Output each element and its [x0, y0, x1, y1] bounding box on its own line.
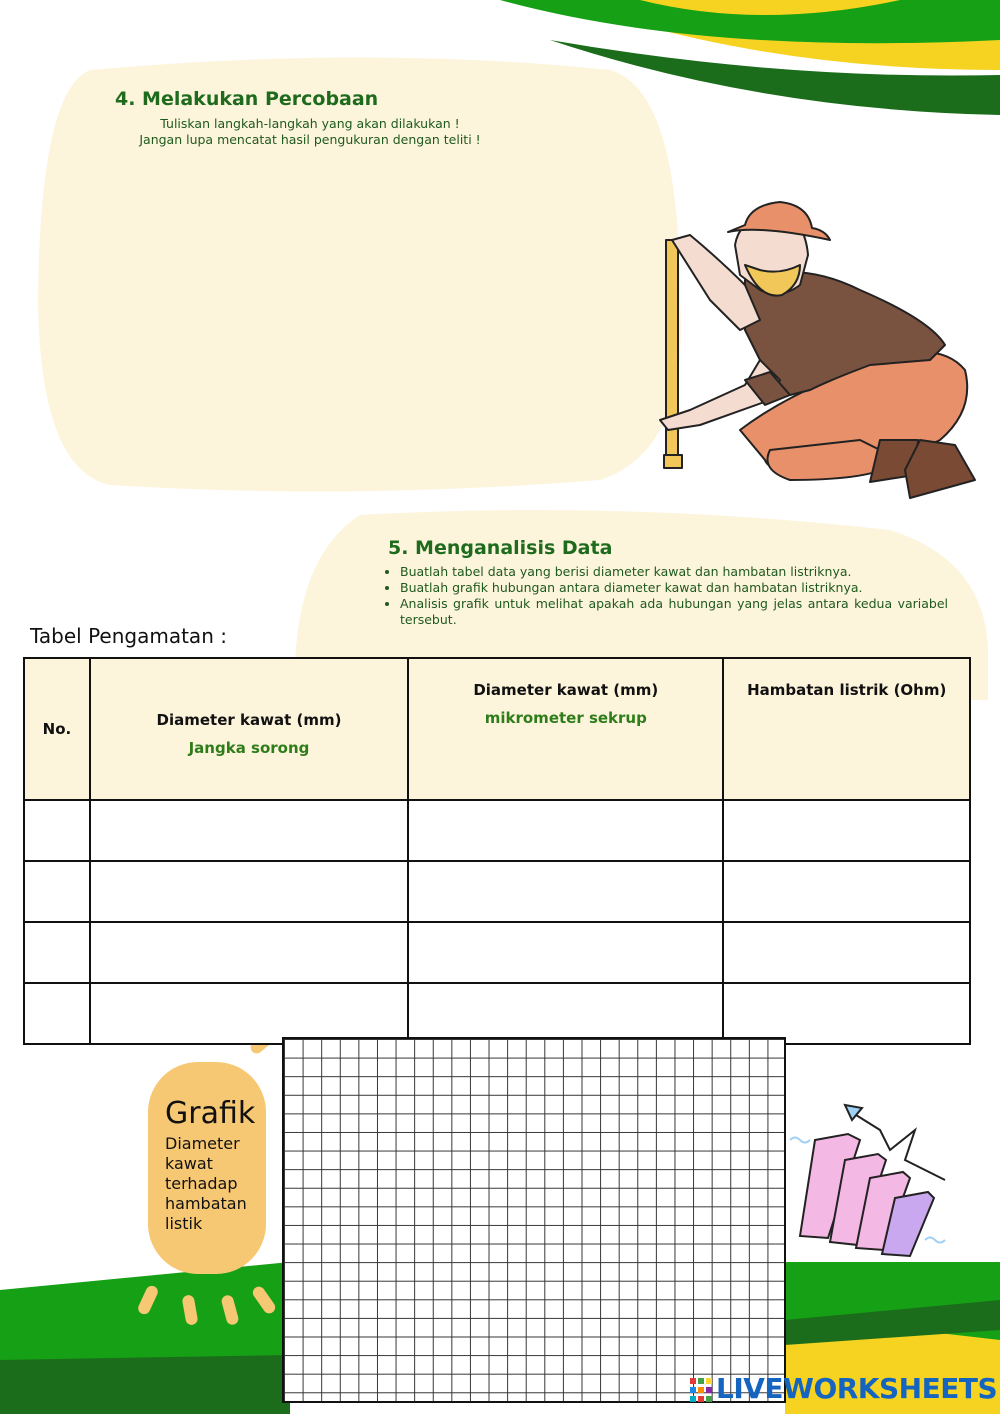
cell-diameter-jangka[interactable] [90, 800, 408, 861]
cell-diameter-mikrometer[interactable] [408, 861, 723, 922]
table-row [24, 861, 970, 922]
liveworksheets-logo [690, 1372, 997, 1405]
cell-no[interactable] [24, 983, 90, 1044]
header-sub-jangka-sorong: Jangka sorong [188, 739, 310, 757]
observation-table [23, 657, 971, 1045]
liveworksheets-mark-icon [690, 1378, 712, 1402]
cell-hambatan[interactable] [723, 922, 970, 983]
section-5-bullets [380, 564, 948, 628]
cell-diameter-mikrometer[interactable] [408, 983, 723, 1044]
bullet-item: • Buatlah grafik hubungan antara diameter kawat dan hambatan listriknya. [400, 580, 948, 596]
table-row [24, 983, 970, 1044]
header-diameter-mikrometer: Diameter kawat (mm) mikrometer sekrup [408, 658, 723, 800]
section-4-title: 4. Melakukan Percobaan [115, 88, 379, 110]
table-header-row [24, 658, 970, 800]
instruction-line-1: Tuliskan langkah-langkah yang akan dilakukan ! [160, 116, 460, 131]
header-diameter-jangka-sorong: Diameter kawat (mm) Jangka sorong [90, 658, 408, 800]
cell-diameter-mikrometer[interactable] [408, 922, 723, 983]
bullet-item: • Analisis grafik untuk melihat apakah ada hubungan yang jelas antara kedua variabel tersebut. [400, 596, 948, 628]
graph-title: Grafik [165, 1096, 256, 1131]
cell-diameter-jangka[interactable] [90, 922, 408, 983]
table-row [24, 922, 970, 983]
cell-hambatan[interactable] [723, 861, 970, 922]
cell-diameter-jangka[interactable] [90, 861, 408, 922]
cell-no[interactable] [24, 922, 90, 983]
cell-no[interactable] [24, 800, 90, 861]
header-hambatan: Hambatan listrik (Ohm) [723, 658, 970, 800]
logo-text: LIVEWORKSHEETS [716, 1372, 998, 1405]
section-5-title: 5. Menganalisis Data [388, 537, 613, 559]
graph-caption: Diameter kawat terhadap hambatan listik [165, 1134, 247, 1233]
cell-hambatan[interactable] [723, 983, 970, 1044]
header-sub-mikrometer: mikrometer sekrup [484, 709, 647, 727]
header-no: No. [24, 658, 90, 800]
table-row [24, 800, 970, 861]
instruction-line-2: Jangan lupa mencatat hasil pengukuran dengan teliti ! [139, 132, 481, 147]
cell-diameter-jangka[interactable] [90, 983, 408, 1044]
cell-no[interactable] [24, 861, 90, 922]
cell-hambatan[interactable] [723, 800, 970, 861]
cell-diameter-mikrometer[interactable] [408, 800, 723, 861]
bullet-item: • Buatlah tabel data yang berisi diameter kawat dan hambatan listriknya. [400, 564, 948, 580]
graph-paper-grid[interactable] [282, 1037, 786, 1403]
section-4-instructions [110, 116, 510, 148]
table-label: Tabel Pengamatan : [30, 624, 227, 648]
